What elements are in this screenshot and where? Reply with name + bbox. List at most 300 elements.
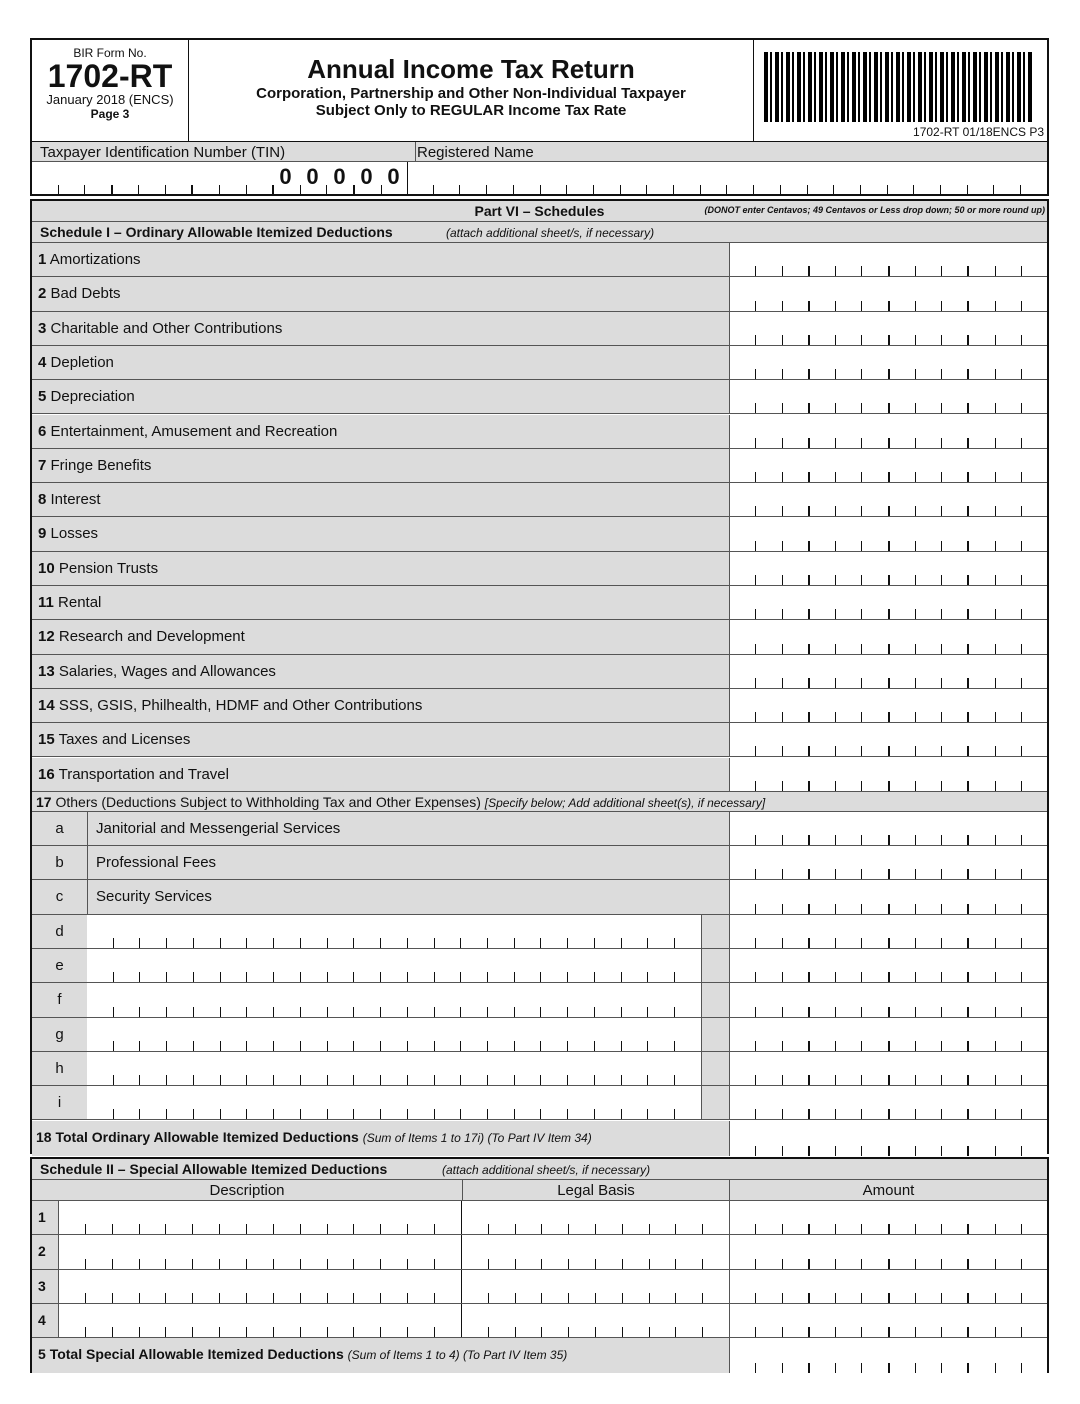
item-label: Depletion [50, 353, 114, 371]
digit-cell [730, 335, 756, 345]
digit-cell [969, 369, 995, 379]
special-deduction-row [32, 1201, 1047, 1235]
item-label: Pension Trusts [58, 559, 159, 577]
digit-cell [916, 835, 942, 845]
digit-cell [568, 1007, 595, 1017]
digit-cell [541, 1075, 568, 1085]
digit-cell [622, 1041, 649, 1051]
item-number: 2 [38, 285, 47, 303]
digit-cell [247, 1224, 274, 1234]
digit-cell [756, 1224, 782, 1234]
digit-cell [114, 1109, 141, 1119]
amount-ticks[interactable] [730, 1327, 1047, 1337]
legal-basis-ticks[interactable] [462, 1327, 729, 1337]
digit-cell [836, 1075, 862, 1085]
digit-cell [890, 904, 916, 914]
digit-cell [890, 438, 916, 448]
tin-branch-digit: 0 [387, 164, 400, 189]
digit-cell [1022, 1007, 1047, 1017]
amount-ticks[interactable] [730, 1224, 1047, 1234]
digit-cell [836, 835, 862, 845]
digit-cell [730, 1075, 756, 1085]
description-ticks[interactable] [59, 1327, 461, 1337]
sub-item-letter: b [55, 854, 64, 872]
others-row [32, 949, 1047, 983]
digit-cell [59, 1224, 86, 1234]
tin-branch-digit: 0 [333, 164, 346, 189]
digit-cell [301, 1224, 328, 1234]
digit-cell [461, 1109, 488, 1119]
digit-cell [87, 1041, 114, 1051]
digit-cell [1022, 1293, 1047, 1303]
amount-field[interactable] [729, 655, 1047, 688]
amount-field[interactable] [729, 915, 1047, 948]
amount-field[interactable] [729, 812, 1047, 845]
description-field[interactable] [59, 1304, 462, 1337]
digit-cell [890, 869, 916, 879]
amount-field[interactable] [729, 415, 1047, 448]
special-deduction-row [32, 1304, 1047, 1338]
digit-cell [140, 1109, 167, 1119]
amount-field[interactable] [729, 552, 1047, 585]
digit-cell [193, 1293, 220, 1303]
digit-cell [301, 972, 328, 982]
amount-field[interactable] [729, 620, 1047, 653]
digit-cell [890, 1075, 916, 1085]
page-number: Page 3 [90, 107, 130, 121]
amount-field[interactable] [729, 312, 1047, 345]
digit-cell [810, 835, 836, 845]
item-number: 18 [36, 1128, 52, 1145]
form-header [30, 38, 1049, 196]
digit-cell [862, 1041, 889, 1051]
registered-name-input[interactable] [407, 185, 1047, 195]
amount-field[interactable] [729, 380, 1047, 413]
digit-cell [140, 972, 167, 982]
others-row [32, 915, 1047, 949]
digit-cell [166, 1293, 193, 1303]
digit-cell [408, 1041, 435, 1051]
digit-cell [914, 185, 941, 195]
description-ticks[interactable] [87, 1007, 701, 1017]
legal-basis-ticks[interactable] [462, 1259, 729, 1269]
digit-cell [730, 1259, 756, 1269]
amount-field[interactable] [729, 949, 1047, 982]
description-field[interactable] [87, 1018, 702, 1051]
digit-cell [113, 1293, 140, 1303]
schedule-2-title: Schedule II – Special Allowable Itemized Deductions [40, 1161, 388, 1177]
digit-cell [221, 972, 248, 982]
digit-cell [996, 575, 1022, 585]
legal-basis-field[interactable] [462, 1235, 729, 1268]
amount-ticks[interactable] [730, 575, 1047, 585]
digit-cell [328, 1075, 355, 1085]
digit-cell [890, 712, 916, 722]
legal-basis-field[interactable] [462, 1201, 729, 1234]
digit-cell [756, 835, 782, 845]
digit-cell [730, 781, 756, 791]
amount-field[interactable] [729, 1086, 1047, 1119]
total-amount-field[interactable] [729, 1338, 1047, 1373]
amount-ticks[interactable] [730, 1146, 1047, 1156]
amount-ticks[interactable] [730, 972, 1047, 982]
digit-cell [650, 1327, 677, 1337]
digit-cell [381, 1224, 408, 1234]
description-ticks[interactable] [87, 1041, 701, 1051]
digit-cell [783, 904, 810, 914]
digit-cell [783, 835, 810, 845]
subtitle-2: Subject Only to REGULAR Income Tax Rate [315, 102, 627, 119]
digit-cell [969, 1075, 995, 1085]
digit-cell [730, 644, 756, 654]
amount-field[interactable] [729, 846, 1047, 879]
digit-cell [167, 1007, 194, 1017]
digit-cell [836, 1259, 862, 1269]
digit-cell [996, 1259, 1022, 1269]
digit-cell [194, 1075, 221, 1085]
digit-cell [622, 1109, 649, 1119]
digit-cell [568, 938, 595, 948]
digit-cell [810, 1327, 836, 1337]
item-label: Amortizations [49, 251, 141, 268]
digit-cell [969, 781, 995, 791]
amount-ticks[interactable] [730, 1259, 1047, 1269]
digit-cell [140, 1007, 167, 1017]
digit-cell [541, 972, 568, 982]
digit-cell [996, 1007, 1022, 1017]
tin-branch-digit: 0 [279, 164, 292, 189]
description-field[interactable] [87, 949, 702, 982]
digit-cell [730, 1327, 756, 1337]
amount-field[interactable] [729, 277, 1047, 310]
digit-cell [86, 1259, 113, 1269]
legal-basis-field[interactable] [462, 1304, 729, 1337]
digit-cell [996, 266, 1022, 276]
digit-cell [274, 972, 301, 982]
digit-cell [969, 835, 995, 845]
description-ticks[interactable] [87, 938, 701, 948]
digit-cell [113, 1224, 140, 1234]
digit-cell [1022, 1109, 1047, 1119]
deduction-row [32, 277, 1047, 311]
digit-cell [1022, 869, 1047, 879]
digit-cell [996, 301, 1022, 311]
description-ticks[interactable] [87, 972, 701, 982]
digit-cell [193, 1327, 220, 1337]
digit-cell [1022, 266, 1047, 276]
description-ticks[interactable] [87, 1109, 701, 1119]
digit-cell [810, 1259, 836, 1269]
digit-cell [489, 1293, 516, 1303]
amount-field[interactable] [729, 517, 1047, 550]
digit-cell [890, 335, 916, 345]
amount-ticks[interactable] [730, 746, 1047, 756]
digit-cell [969, 972, 995, 982]
digit-cell [87, 1109, 114, 1119]
digit-cell [756, 1293, 782, 1303]
digit-cell [942, 1259, 969, 1269]
digit-cell [783, 301, 810, 311]
description-field[interactable] [87, 983, 702, 1016]
digit-cell [862, 1327, 889, 1337]
digit-cell [435, 1327, 461, 1337]
digit-cell [381, 972, 408, 982]
description-field[interactable] [59, 1201, 462, 1234]
digit-cell [1022, 335, 1047, 345]
digit-cell [113, 1327, 140, 1337]
amount-ticks[interactable] [730, 1293, 1047, 1303]
digit-cell [756, 1109, 782, 1119]
digit-cell [862, 609, 889, 619]
digit-cell [969, 541, 995, 551]
digit-cell [810, 644, 836, 654]
digit-cell [85, 185, 113, 195]
amount-ticks[interactable] [730, 403, 1047, 413]
digit-cell [354, 1259, 381, 1269]
amount-ticks[interactable] [730, 506, 1047, 516]
digit-cell [542, 1224, 569, 1234]
item-number: 6 [38, 422, 47, 440]
description-ticks[interactable] [87, 1075, 701, 1085]
amount-ticks[interactable] [730, 1075, 1047, 1085]
deduction-row [32, 312, 1047, 346]
amount-ticks[interactable] [730, 301, 1047, 311]
amount-ticks[interactable] [730, 712, 1047, 722]
amount-field[interactable] [729, 880, 1047, 913]
digit-cell [139, 185, 166, 195]
digit-cell [836, 1224, 862, 1234]
legal-basis-field[interactable] [462, 1270, 729, 1303]
digit-cell [969, 938, 995, 948]
special-deduction-row [32, 1270, 1047, 1304]
digit-cell [942, 369, 969, 379]
digit-cell [354, 938, 381, 948]
amount-field[interactable] [729, 723, 1047, 756]
digit-cell [247, 1007, 274, 1017]
amount-ticks[interactable] [730, 835, 1047, 845]
digit-cell [1022, 403, 1047, 413]
digit-cell [996, 438, 1022, 448]
digit-cell [810, 904, 836, 914]
amount-ticks[interactable] [730, 644, 1047, 654]
digit-cell [488, 1075, 515, 1085]
digit-cell [301, 1109, 328, 1119]
digit-cell [1022, 678, 1047, 688]
digit-cell [969, 472, 995, 482]
digit-cell [408, 1327, 435, 1337]
digit-cell [810, 781, 836, 791]
digit-cell [274, 1224, 301, 1234]
amount-field[interactable] [729, 243, 1047, 276]
amount-ticks[interactable] [730, 781, 1047, 791]
digit-cell [916, 1363, 942, 1373]
digit-cell [996, 781, 1022, 791]
digit-cell [862, 1146, 889, 1156]
amount-ticks[interactable] [730, 541, 1047, 551]
digit-cell [648, 1041, 675, 1051]
digit-cell [730, 575, 756, 585]
description-field[interactable] [87, 1052, 702, 1085]
digit-cell [515, 1109, 542, 1119]
amount-ticks[interactable] [730, 678, 1047, 688]
item-label: Depreciation [50, 388, 135, 406]
digit-cell [996, 1146, 1022, 1156]
digit-cell [836, 644, 862, 654]
amount-ticks[interactable] [730, 869, 1047, 879]
digit-cell [756, 541, 782, 551]
amount-ticks[interactable] [730, 1109, 1047, 1119]
amount-field[interactable] [729, 758, 1047, 791]
digit-cell [996, 869, 1022, 879]
digit-cell [247, 1259, 274, 1269]
amount-field[interactable] [729, 483, 1047, 516]
digit-cell [301, 1327, 328, 1337]
digit-cell [676, 1259, 703, 1269]
digit-cell [461, 1075, 488, 1085]
digit-cell [783, 472, 810, 482]
digit-cell [810, 1363, 836, 1373]
others-header [32, 792, 1047, 812]
digit-cell [942, 266, 969, 276]
amount-field[interactable] [729, 1052, 1047, 1085]
barcode-block [754, 40, 1047, 141]
amount-ticks[interactable] [730, 1041, 1047, 1051]
digit-cell [810, 746, 836, 756]
digit-cell [916, 746, 942, 756]
digit-cell [220, 1293, 247, 1303]
amount-field[interactable] [729, 689, 1047, 722]
digit-cell [381, 1327, 408, 1337]
amount-ticks[interactable] [730, 1007, 1047, 1017]
digit-cell [113, 1259, 140, 1269]
digit-cell [701, 185, 728, 195]
item-number: 5 [38, 1346, 46, 1363]
title-block [189, 40, 754, 141]
digit-cell [969, 1146, 995, 1156]
digit-cell [621, 185, 648, 195]
digit-cell [996, 746, 1022, 756]
digit-cell [435, 938, 462, 948]
digit-cell [810, 541, 836, 551]
others-row [32, 1052, 1047, 1086]
digit-cell [942, 938, 969, 948]
digit-cell [969, 1109, 995, 1119]
digit-cell [783, 1109, 810, 1119]
item-number: 9 [38, 525, 47, 543]
digit-cell [916, 678, 942, 688]
amount-ticks[interactable] [730, 266, 1047, 276]
amount-field[interactable] [729, 1201, 1047, 1234]
sub-item-label: Professional Fees [96, 854, 217, 872]
sub-item-letter: g [55, 1025, 64, 1043]
amount-ticks[interactable] [730, 904, 1047, 914]
digit-cell [942, 1224, 969, 1234]
legal-basis-ticks[interactable] [462, 1293, 729, 1303]
digit-cell [675, 1007, 701, 1017]
form-number: 1702-RT [47, 58, 173, 94]
description-field[interactable] [59, 1270, 462, 1303]
digit-cell [810, 1293, 836, 1303]
amount-field[interactable] [729, 983, 1047, 1016]
amount-ticks[interactable] [730, 438, 1047, 448]
digit-cell [783, 609, 810, 619]
digit-cell [167, 938, 194, 948]
amount-field[interactable] [729, 449, 1047, 482]
digit-cell [675, 1075, 701, 1085]
amount-ticks[interactable] [730, 369, 1047, 379]
digit-cell [890, 1327, 916, 1337]
digit-cell [194, 1041, 221, 1051]
legal-basis-ticks[interactable] [462, 1224, 729, 1234]
item-label: Entertainment, Amusement and Recreation [50, 422, 338, 440]
digit-cell [462, 1327, 489, 1337]
digit-cell [783, 506, 810, 516]
digit-cell [461, 972, 488, 982]
amount-ticks[interactable] [730, 938, 1047, 948]
amount-field[interactable] [729, 1270, 1047, 1303]
digit-cell [783, 1293, 810, 1303]
digit-cell [862, 541, 889, 551]
total-amount-field[interactable] [729, 1121, 1047, 1156]
description-field[interactable] [87, 1086, 702, 1119]
digit-cell [140, 1075, 167, 1085]
description-ticks[interactable] [59, 1259, 461, 1269]
deduction-row [32, 380, 1047, 414]
digit-cell [942, 904, 969, 914]
digit-cell [783, 575, 810, 585]
digit-cell [783, 869, 810, 879]
digit-cell [328, 1293, 355, 1303]
digit-cell [648, 1109, 675, 1119]
digit-cell [861, 185, 888, 195]
amount-field[interactable] [729, 586, 1047, 619]
item-number: 15 [38, 731, 55, 749]
deduction-row [32, 723, 1047, 757]
others-row [32, 983, 1047, 1017]
amount-ticks[interactable] [730, 335, 1047, 345]
others-note: [Specify below; Add additional sheet(s), if necessary] [484, 795, 766, 810]
digit-cell [59, 1293, 86, 1303]
amount-ticks[interactable] [730, 1363, 1047, 1373]
digit-cell [1022, 1327, 1047, 1337]
amount-field[interactable] [729, 1018, 1047, 1051]
digit-cell [703, 1259, 729, 1269]
digit-cell [862, 1224, 889, 1234]
description-field[interactable] [87, 915, 702, 948]
digit-cell [301, 1259, 328, 1269]
amount-ticks[interactable] [730, 609, 1047, 619]
digit-cell [942, 438, 969, 448]
digit-cell [730, 938, 756, 948]
description-field[interactable] [59, 1235, 462, 1268]
item-number: 5 [38, 388, 47, 406]
item-number: 7 [38, 456, 47, 474]
digit-cell [862, 472, 889, 482]
digit-cell [193, 185, 220, 195]
digit-cell [862, 1259, 889, 1269]
description-ticks[interactable] [59, 1224, 461, 1234]
digit-cell [890, 746, 916, 756]
col-description: Description [209, 1182, 285, 1199]
digit-cell [221, 1007, 248, 1017]
amount-field[interactable] [729, 1235, 1047, 1268]
description-ticks[interactable] [59, 1293, 461, 1303]
amount-field[interactable] [729, 346, 1047, 379]
amount-ticks[interactable] [730, 472, 1047, 482]
digit-cell [247, 1041, 274, 1051]
digit-cell [515, 1007, 542, 1017]
amount-field[interactable] [729, 1304, 1047, 1337]
